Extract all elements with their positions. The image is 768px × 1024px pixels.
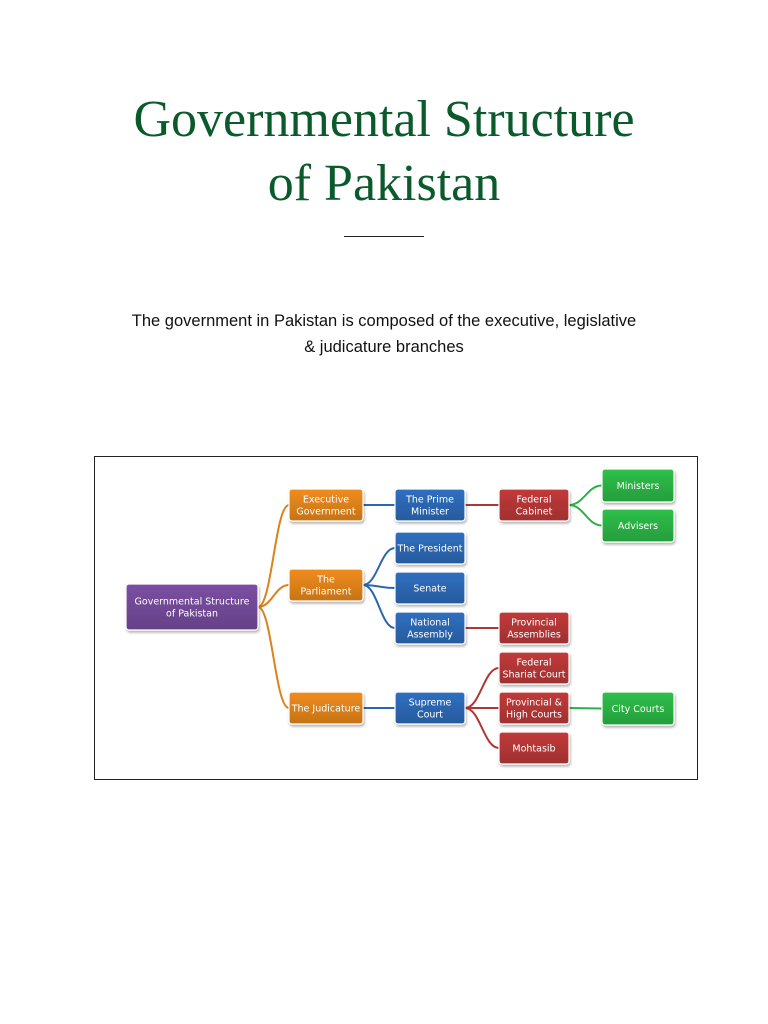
connector-supreme-to-shariat (465, 668, 499, 708)
node-label-shariat-2: Shariat Court (502, 669, 566, 681)
node-label-executive-2: Government (296, 506, 356, 518)
intro-paragraph (84, 308, 684, 360)
node-label-national-2: Assembly (407, 629, 453, 641)
node-label-parliament-1: The (317, 574, 335, 586)
node-parliament (289, 569, 363, 601)
node-label-judicature-1: The Judicature (291, 703, 361, 715)
node-executive (289, 489, 363, 521)
structure-diagram-svg (95, 457, 697, 779)
structure-diagram (94, 456, 698, 780)
node-label-city-courts-1: City Courts (611, 704, 665, 715)
node-president (395, 532, 465, 564)
node-label-supreme-2: Court (416, 709, 444, 721)
node-label-shariat-1: Federal (516, 657, 552, 669)
title-line-2: of Pakistan (267, 155, 501, 212)
connector-cabinet-to-advisers (569, 505, 602, 526)
node-label-provincial-assemblies-2: Assemblies (507, 629, 561, 641)
node-label-provincial-assemblies-1: Provincial (511, 617, 557, 629)
node-label-advisers-1: Advisers (617, 521, 659, 532)
node-national (395, 612, 465, 644)
node-label-senate-1: Senate (413, 583, 447, 595)
connector-high-courts-to-city-courts (569, 708, 602, 709)
node-label-cabinet-2: Cabinet (515, 506, 553, 518)
node-judicature (289, 692, 363, 724)
node-senate (395, 572, 465, 604)
node-label-high-courts-1: Provincial & (505, 697, 563, 709)
node-label-high-courts-2: High Courts (506, 709, 562, 721)
intro-line-1: The government in Pakistan is composed of the executive, legislative (131, 312, 637, 330)
node-supreme (395, 692, 465, 724)
node-label-supreme-1: Supreme (408, 697, 452, 709)
node-label-root-2: of Pakistan (166, 608, 218, 620)
node-ministers (602, 469, 674, 502)
node-label-pm-1: The Prime (406, 494, 454, 506)
node-label-pm-2: Minister (411, 506, 449, 518)
connector-root-to-executive (258, 505, 289, 607)
node-label-executive-1: Executive (302, 494, 350, 506)
node-label-root-1: Governmental Structure (134, 596, 250, 608)
node-shariat (499, 652, 569, 684)
node-label-national-1: National (410, 617, 450, 629)
node-high-courts (499, 692, 569, 724)
node-advisers (602, 509, 674, 542)
node-root (126, 584, 258, 630)
node-label-president-1: The President (397, 543, 463, 555)
node-city-courts (602, 692, 674, 725)
node-label-cabinet-1: Federal (516, 494, 552, 506)
node-label-mohtasib-1: Mohtasib (512, 743, 556, 755)
node-pm (395, 489, 465, 521)
title-divider (344, 236, 424, 237)
connector-supreme-to-mohtasib (465, 708, 499, 748)
page-title (0, 88, 768, 216)
connector-root-to-judicature (258, 607, 289, 708)
connector-parliament-to-national (363, 585, 395, 628)
title-line-1: Governmental Structure (133, 91, 635, 148)
intro-line-2: & judicature branches (304, 338, 464, 356)
node-label-ministers-1: Ministers (616, 481, 660, 492)
connector-cabinet-to-ministers (569, 486, 602, 506)
node-label-parliament-2: Parliament (300, 586, 352, 598)
node-cabinet (499, 489, 569, 521)
node-provincial-assemblies (499, 612, 569, 644)
node-mohtasib (499, 732, 569, 764)
connector-parliament-to-president (363, 548, 395, 585)
